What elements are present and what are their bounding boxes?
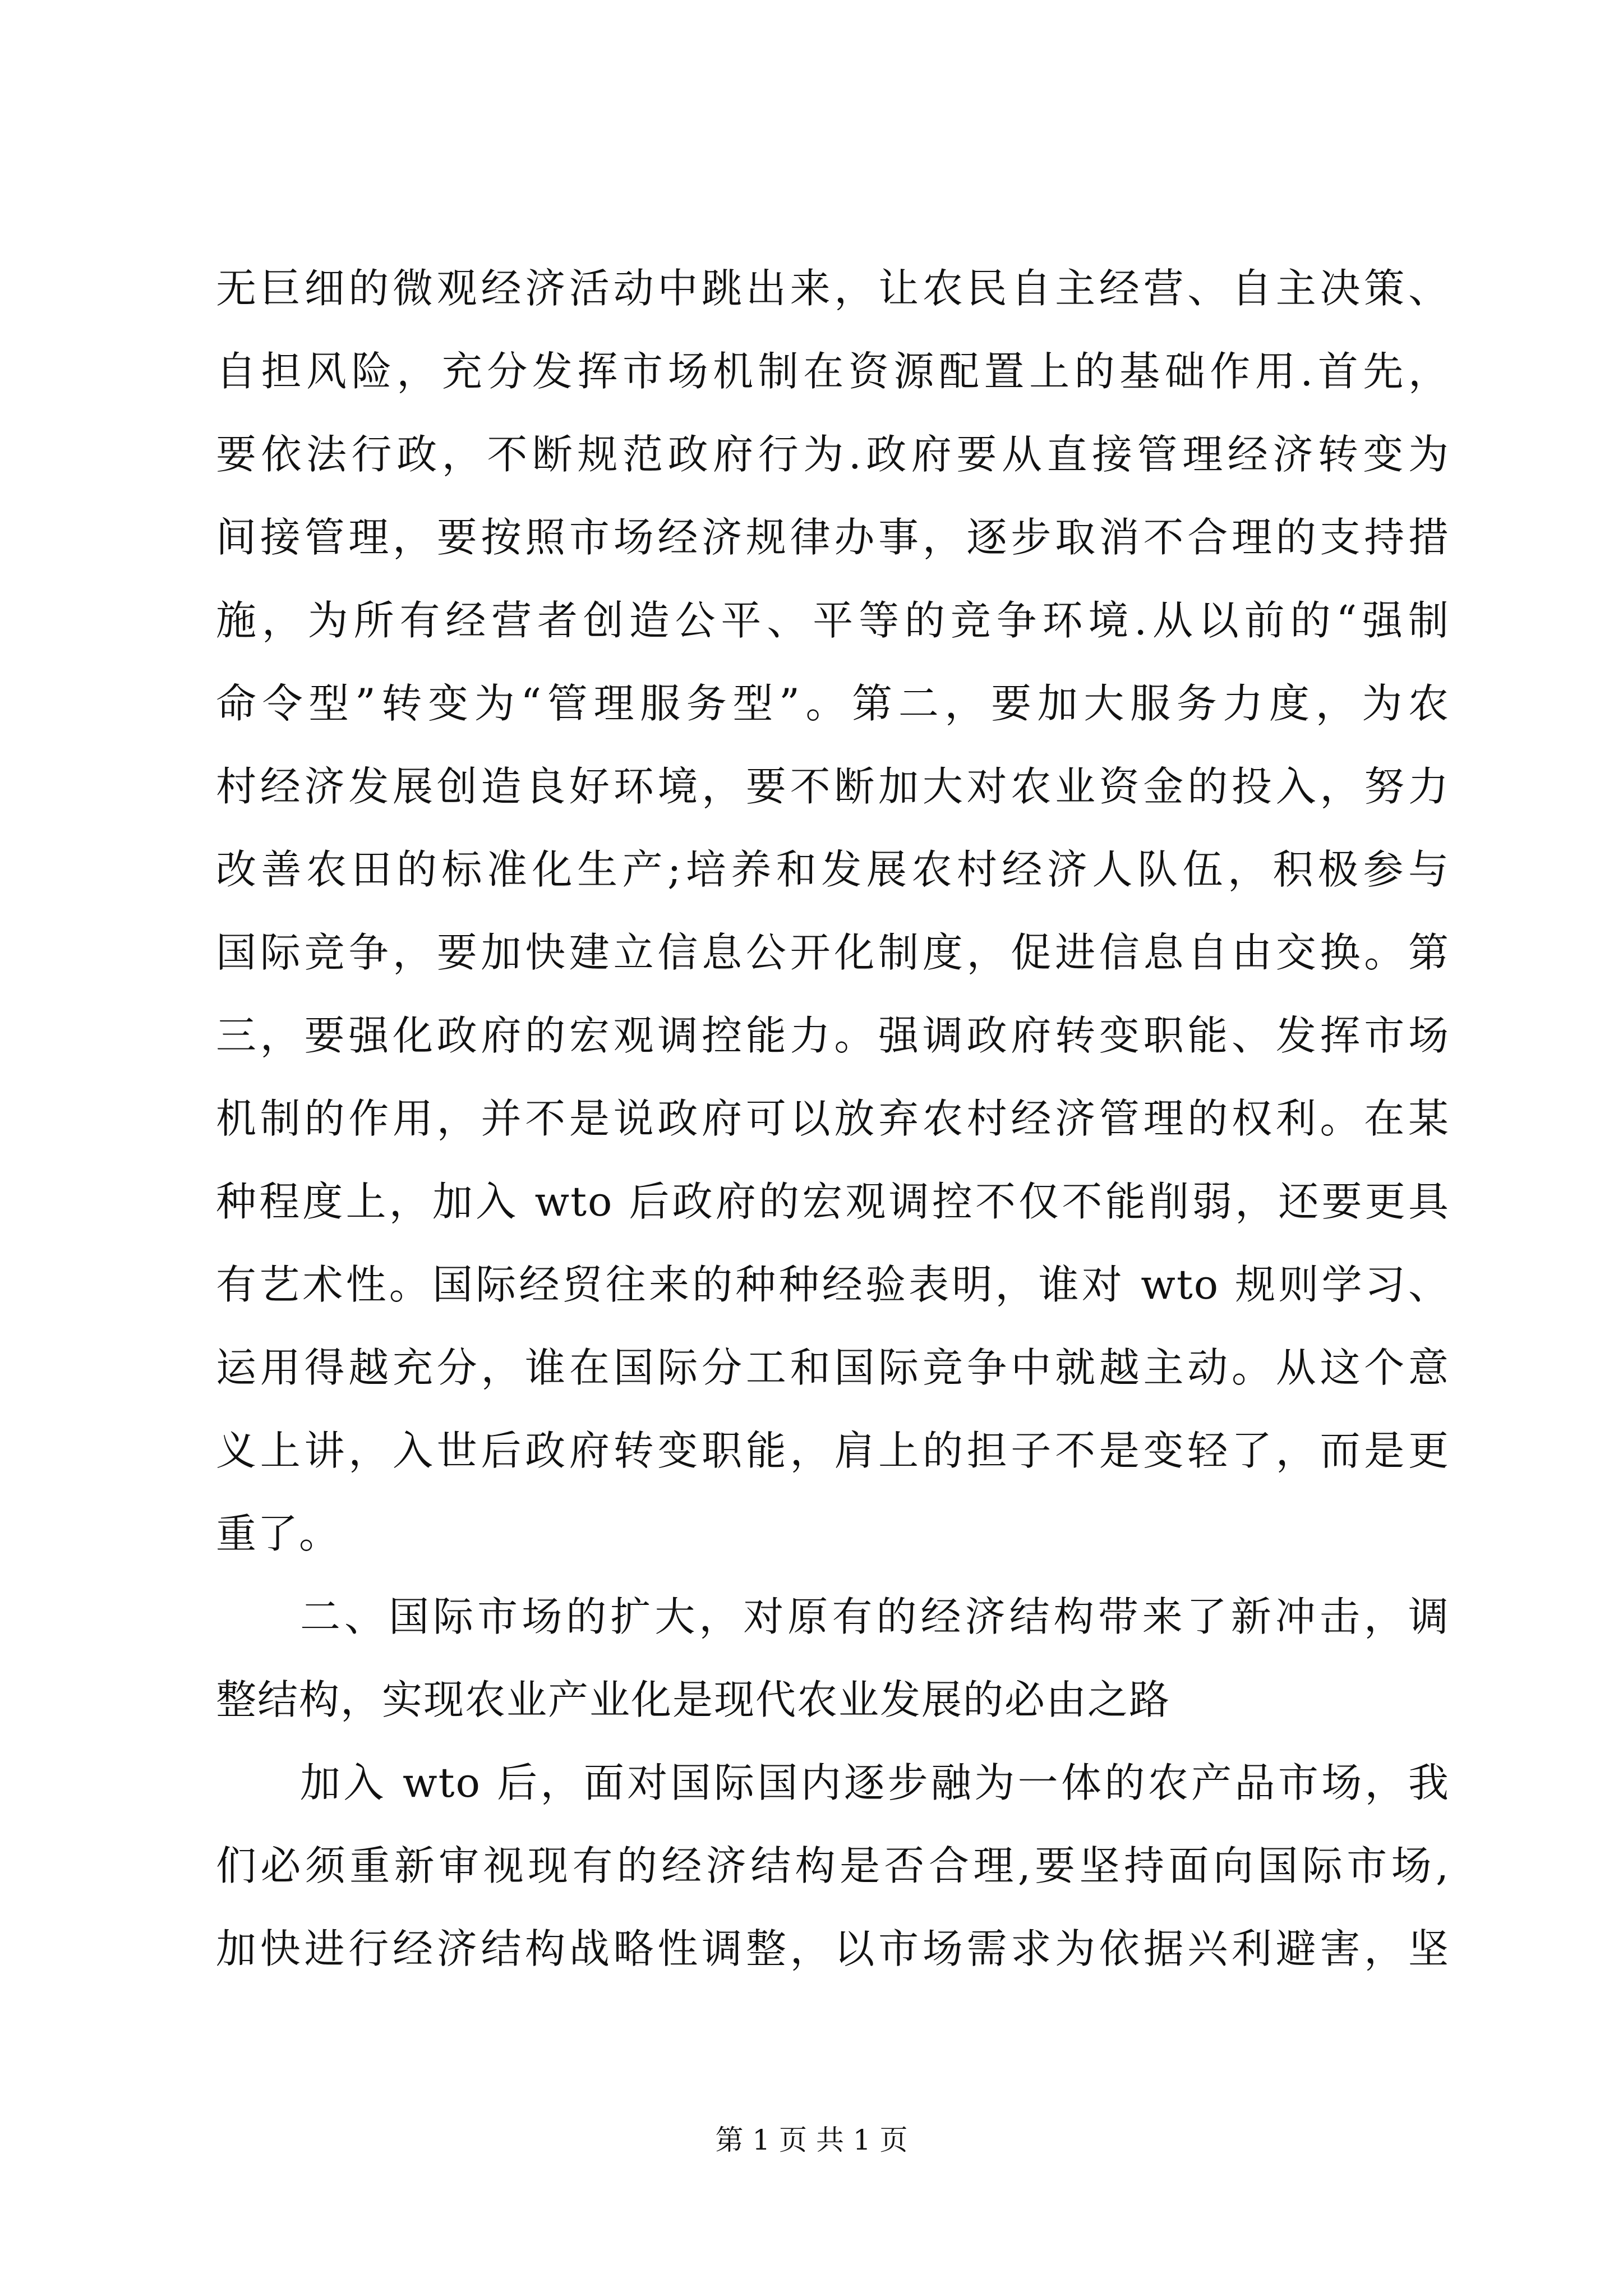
text-line: 间接管理，要按照市场经济规律办事，逐步取消不合理的支持措 [216,514,1450,561]
text-line: 义上讲，入世后政府转变职能，肩上的担子不是变轻了，而是更 [216,1427,1450,1474]
text-line: 施，为所有经营者创造公平、平等的竞争环境.从以前的“强制 [216,597,1450,644]
text-line: 重了。 [216,1510,341,1557]
text-line: 村经济发展创造良好环境，要不断加大对农业资金的投入，努力 [216,763,1450,810]
document-body [216,247,1450,1990]
text-line: 改善农田的标准化生产;培养和发展农村经济人队伍，积极参与 [216,846,1450,893]
text-line: 自担风险，充分发挥市场机制在资源配置上的基础作用.首先， [216,348,1450,395]
text-line: 三，要强化政府的宏观调控能力。强调政府转变职能、发挥市场 [216,1012,1450,1059]
text-line: 机制的作用，并不是说政府可以放弃农村经济管理的权利。在某 [216,1095,1450,1142]
text-line: 运用得越充分，谁在国际分工和国际竞争中就越主动。从这个意 [216,1344,1450,1391]
text-line: 国际竞争，要加快建立信息公开化制度，促进信息自由交换。第 [216,929,1450,976]
text-line: 们必须重新审视现有的经济结构是否合理,要坚持面向国际市场, [216,1842,1450,1889]
text-line: 要依法行政，不断规范政府行为.政府要从直接管理经济转变为 [216,431,1450,478]
text-line: 命令型”转变为“管理服务型”。第二，要加大服务力度，为农 [216,680,1450,727]
text-line: 无巨细的微观经济活动中跳出来，让农民自主经营、自主决策、 [216,265,1450,312]
section-heading-line: 整结构，实现农业产业化是现代农业发展的必由之路 [216,1676,1171,1723]
page-footer: 第 1 页 共 1 页 [715,2124,908,2156]
text-line: 种程度上，加入 wto 后政府的宏观调控不仅不能削弱，还要更具 [216,1178,1450,1225]
text-line: 加快进行经济结构战略性调整，以市场需求为依据兴利避害，坚 [216,1925,1450,1972]
section-heading-line: 二、国际市场的扩大，对原有的经济结构带来了新冲击，调 [300,1593,1450,1640]
text-line: 有艺术性。国际经贸往来的种种经验表明，谁对 wto 规则学习、 [216,1261,1450,1308]
text-line: 加入 wto 后，面对国际国内逐步融为一体的农产品市场，我 [300,1759,1450,1806]
